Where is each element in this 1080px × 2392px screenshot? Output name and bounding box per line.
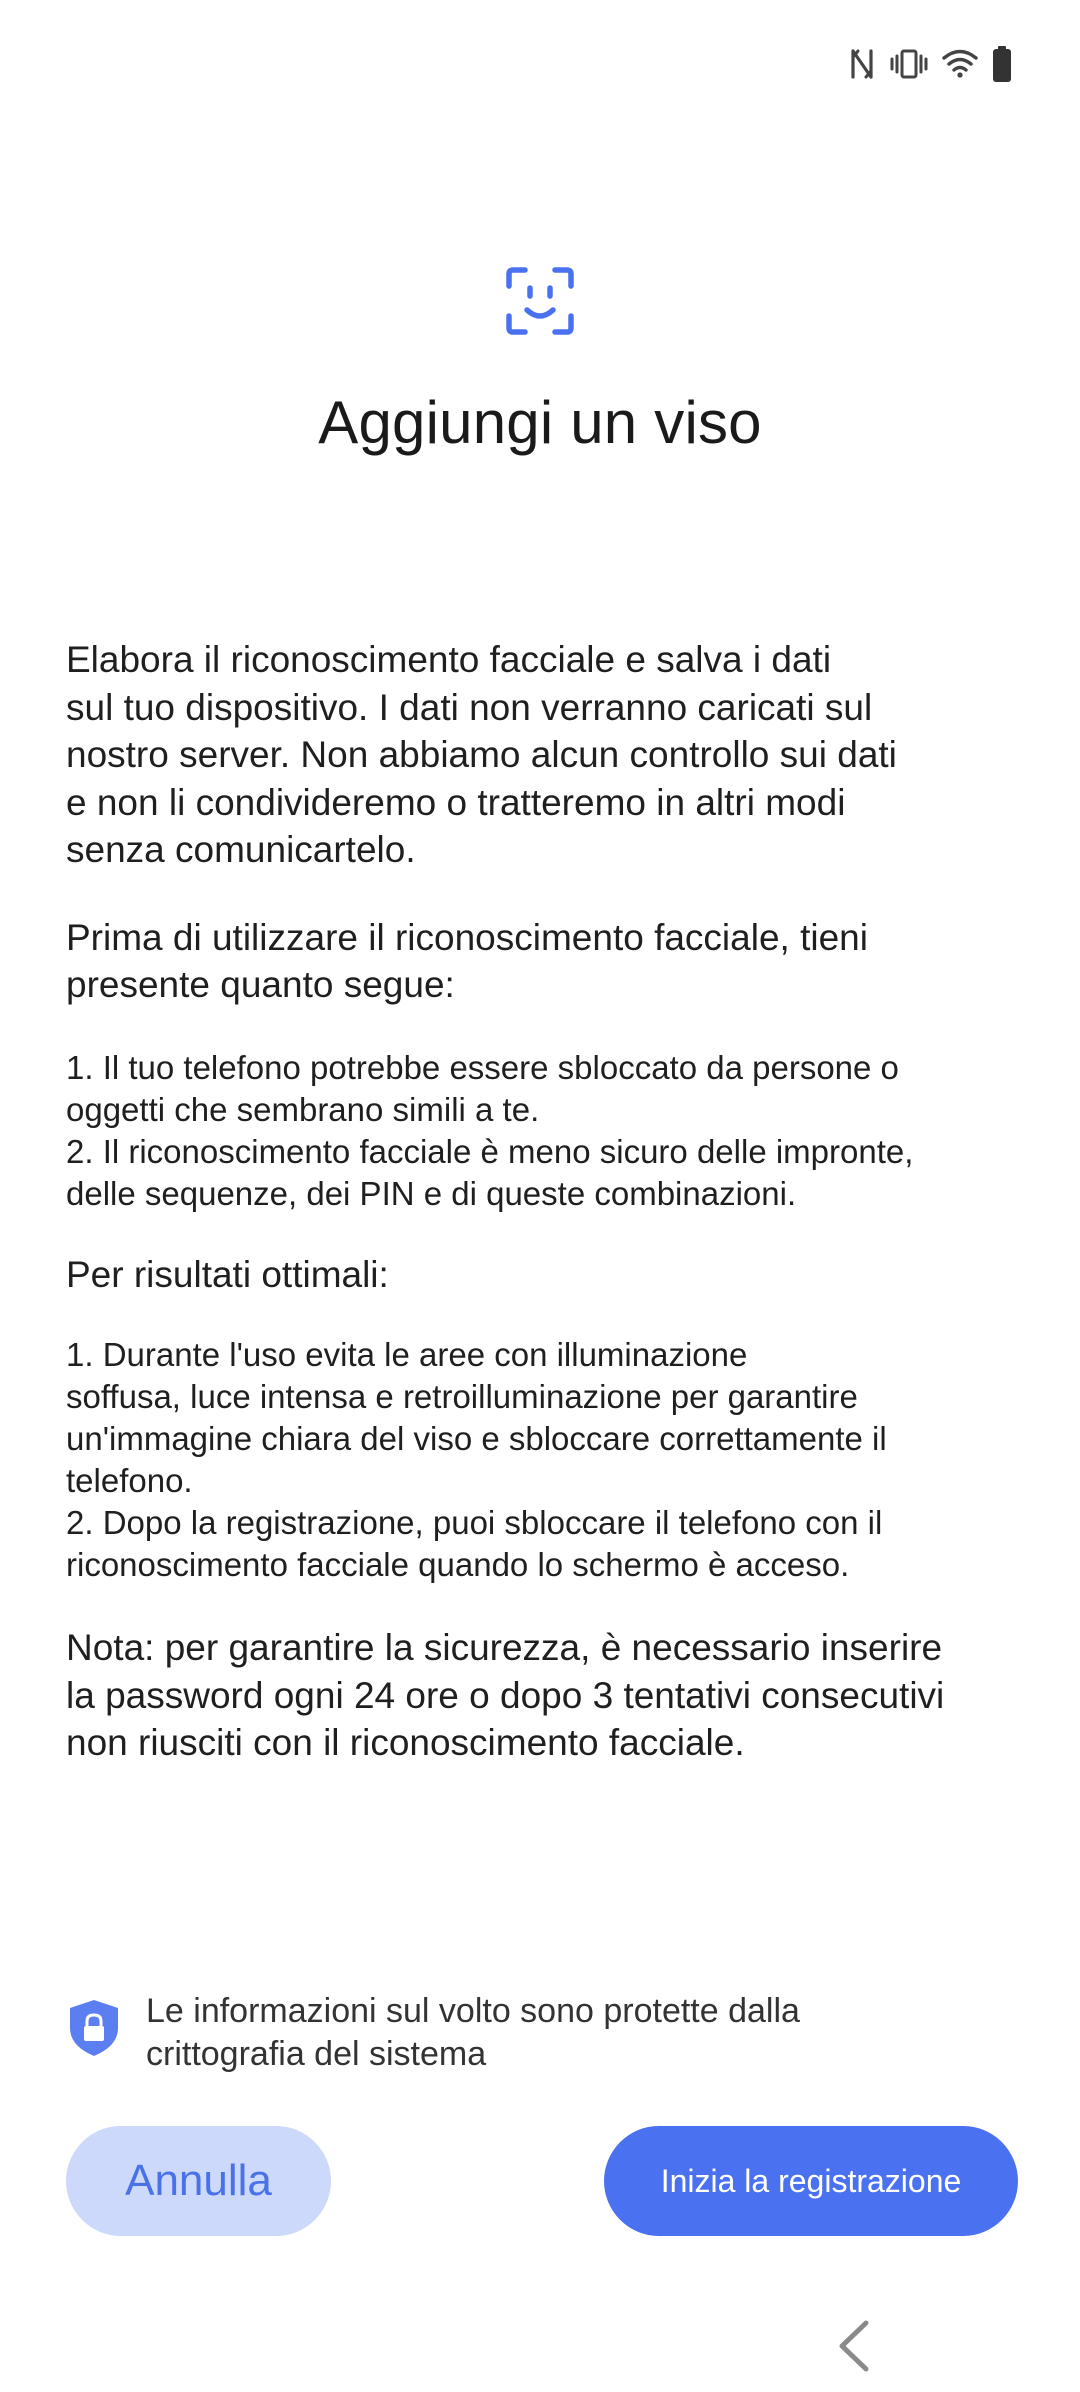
- best-list-line: riconoscimento facciale quando lo schermo è acceso.: [66, 1546, 850, 1583]
- status-bar: [850, 44, 1012, 84]
- battery-icon: [992, 46, 1012, 82]
- intro-paragraph: [66, 636, 1026, 874]
- start-registration-button[interactable]: Inizia la registrazione: [604, 2126, 1018, 2236]
- before-heading-line: Prima di utilizzare il riconoscimento facciale, tieni: [66, 916, 868, 958]
- encryption-line: Le informazioni sul volto sono protette dalla: [146, 1992, 800, 2030]
- best-list-line: un'immagine chiara del viso e sbloccare correttamente il: [66, 1420, 887, 1457]
- vibrate-icon: [890, 49, 928, 79]
- intro-line: e non li condivideremo o tratteremo in altri modi: [66, 781, 846, 823]
- before-list: [66, 1047, 1026, 1215]
- intro-line: nostro server. Non abbiamo alcun controllo sui dati: [66, 734, 897, 775]
- intro-line: sul tuo dispositivo. I dati non verranno caricati sul: [66, 686, 873, 728]
- shield-lock-icon: [66, 1998, 126, 2058]
- security-note: [66, 1624, 1026, 1767]
- before-heading-line: presente quanto segue:: [66, 964, 455, 1005]
- face-scan-icon: [505, 266, 575, 336]
- intro-line: senza comunicartelo.: [66, 829, 416, 870]
- before-list-line: delle sequenze, dei PIN e di queste combinazioni.: [66, 1174, 797, 1212]
- best-list-line: soffusa, luce intensa e retroilluminazione per garantire: [66, 1378, 858, 1415]
- note-line: Nota: per garantire la sicurezza, è necessario inserire: [66, 1627, 943, 1668]
- page-title: Aggiungi un viso: [318, 389, 762, 456]
- best-list-line: 1. Durante l'uso evita le aree con illuminazione: [66, 1336, 748, 1373]
- encryption-info: [66, 1990, 1026, 2076]
- cancel-button[interactable]: Annulla: [66, 2126, 331, 2236]
- nfc-icon: [850, 47, 876, 81]
- encryption-info-text: [146, 1990, 800, 2076]
- encryption-line: crittografia del sistema: [146, 2035, 487, 2073]
- note-line: non riusciti con il riconoscimento facciale.: [66, 1722, 745, 1763]
- best-results-list: [66, 1334, 1026, 1586]
- before-list-line: 2. Il riconoscimento facciale è meno sicuro delle impronte,: [66, 1132, 914, 1170]
- before-list-line: 1. Il tuo telefono potrebbe essere sbloccato da persone o: [66, 1048, 899, 1086]
- best-results-heading: Per risultati ottimali:: [66, 1253, 389, 1295]
- back-chevron-icon[interactable]: [832, 2318, 876, 2374]
- best-list-line: 2. Dopo la registrazione, puoi sbloccare il telefono con il: [66, 1504, 883, 1541]
- best-list-line: telefono.: [66, 1462, 193, 1499]
- note-line: la password ogni 24 ore o dopo 3 tentativi consecutivi: [66, 1674, 945, 1716]
- before-list-line: oggetti che sembrano simili a te.: [66, 1090, 540, 1128]
- wifi-icon: [942, 49, 978, 79]
- intro-line: Elabora il riconoscimento facciale e salva i dati: [66, 639, 832, 680]
- info-content: [66, 636, 1026, 1767]
- before-heading: [66, 914, 1026, 1009]
